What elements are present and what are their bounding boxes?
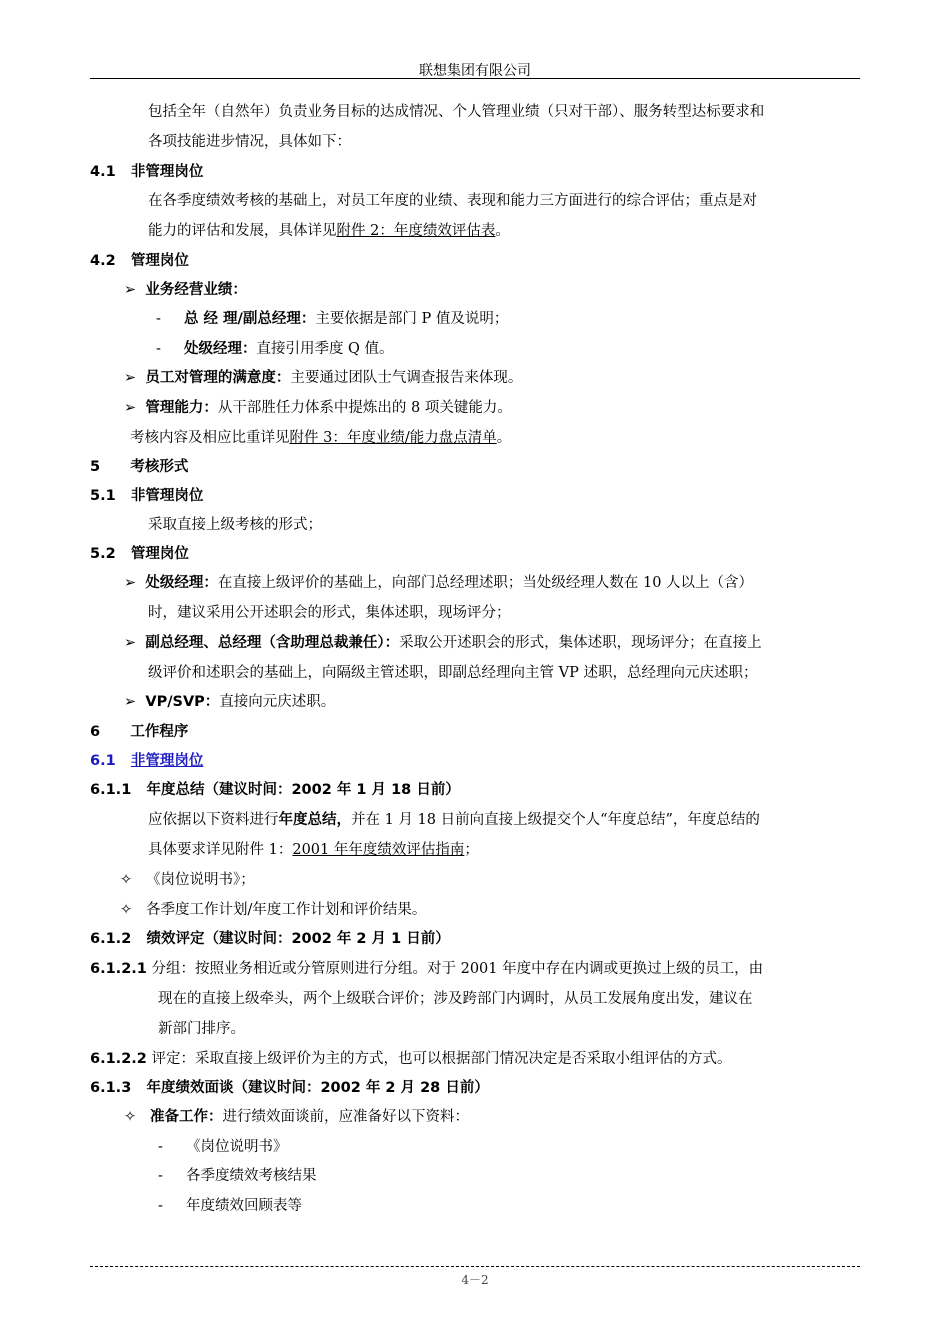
appendix-2-link: 附件 2：年度绩效评估表 [336, 223, 496, 239]
dash-text: 各季度绩效考核结果 [185, 1168, 317, 1184]
bullet-label: 管理能力： [145, 400, 218, 416]
section-number: 6 [90, 724, 101, 740]
arrow-bullet-icon: ➢ [124, 400, 137, 416]
appendix-1-link: 2001 年年度绩效评估指南 [292, 842, 465, 858]
bullet-label: 副总经理、总经理（含助理总裁兼任）： [145, 635, 400, 651]
dash-text: 《岗位说明书》 [185, 1139, 288, 1155]
section-number: 6.1.1 [90, 782, 132, 798]
section-number: 6.1.3 [90, 1080, 132, 1096]
section-number: 5.2 [90, 546, 116, 562]
text: 。 [496, 430, 512, 446]
bullet-gm [124, 633, 762, 653]
section-6 [90, 722, 188, 742]
section-number: 6.1.2 [90, 931, 132, 947]
dash-bullet-icon: - [156, 311, 161, 327]
dash-job-desc [158, 1137, 287, 1157]
bullet-business [124, 280, 247, 300]
bullet-label: VP/SVP： [145, 694, 220, 710]
section-title: 年度总结（建议时间：2002 年 1 月 18 日前） [146, 782, 460, 798]
text: ； [464, 842, 479, 858]
section-number: 6.1.2.1 [90, 961, 147, 977]
intro-line-1: 包括全年（自然年）负责业务目标的达成情况、个人管理业绩（只对干部）、服务转型达标要求和 [148, 104, 765, 120]
section-title: 年度绩效面谈（建议时间：2002 年 2 月 28 日前） [146, 1080, 489, 1096]
section-title: 非管理岗位 [130, 164, 204, 180]
section-title: 工作程序 [130, 724, 189, 740]
bullet-text: 主要通过团队士气调查报告来体现。 [290, 370, 523, 386]
bullet-label: 处级经理： [145, 575, 218, 591]
bullet-satisfaction [124, 368, 522, 388]
section-number: 4.1 [90, 164, 116, 180]
dash-bullet-icon: - [158, 1139, 163, 1155]
bullet-text: 直接向元庆述职。 [219, 694, 336, 710]
text: 评定：采取直接上级评价为主的方式，也可以根据部门情况决定是否采取小组评估的方式。 [151, 1051, 732, 1067]
arrow-bullet-icon: ➢ [124, 370, 137, 386]
section-number: 6.1.2.2 [90, 1051, 147, 1067]
arrow-bullet-icon: ➢ [124, 575, 137, 591]
section-title: 非管理岗位 [130, 753, 204, 769]
star-bullet-icon: ✧ [120, 902, 133, 918]
text: 考核内容及相应比重详见 [130, 430, 290, 446]
dash-text: 直接引用季度 Q 值。 [256, 341, 394, 357]
dash-text: 年度绩效回顾表等 [185, 1198, 302, 1214]
arrow-bullet-icon: ➢ [124, 282, 137, 298]
text: 。 [495, 223, 510, 239]
bullet-text: 采取公开述职会的形式，集体述职，现场评分；在直接上 [399, 635, 762, 651]
bold-text: 年度总结， [278, 812, 351, 828]
item-text: 各季度工作计划/年度工作计划和评价结果。 [145, 902, 427, 918]
s51-para: 采取直接上级考核的形式； [148, 517, 322, 533]
section-6-1-3 [90, 1078, 489, 1098]
section-5-1 [90, 486, 203, 506]
dash-manager [156, 339, 394, 359]
dash-quarterly [158, 1166, 316, 1186]
bullet-gm-cont: 级评价和述职会的基础上，向隔级主管述职，即副总经理向主管 VP 述职，总经理向元庆述职； [148, 665, 758, 681]
dash-annual-review [158, 1196, 302, 1216]
section-title: 考核形式 [130, 459, 189, 475]
section-title: 管理岗位 [130, 546, 189, 562]
section-6-1-2 [90, 929, 450, 949]
item-text: 进行绩效面谈前，应准备好以下资料： [222, 1109, 469, 1125]
s611-para-2 [148, 840, 479, 860]
item-label: 准备工作： [149, 1109, 223, 1125]
arrow-bullet-icon: ➢ [124, 694, 137, 710]
dash-label: 总 经 理/副总经理： [183, 311, 316, 327]
text: 具体要求详见附件 1： [148, 842, 293, 858]
s42-para [130, 428, 511, 448]
bullet-text: 在直接上级评价的基础上，向部门总经理述职；当处级经理人数在 10 人以上（含） [217, 575, 754, 591]
bullet-label: 业务经营业绩： [145, 282, 247, 298]
appendix-3-link: 附件 3：年度业绩/能力盘点清单 [289, 430, 497, 446]
bullet-section-manager [124, 573, 753, 593]
section-number: 4.2 [90, 253, 116, 269]
dash-bullet-icon: - [158, 1198, 163, 1214]
section-4-2 [90, 251, 189, 271]
text: 分组：按照业务相近或分管原则进行分组。对于 2001 年度中存在内调或更换过上级的员工，由 [151, 961, 764, 977]
text: 能力的评估和发展，具体详见 [148, 223, 337, 239]
bullet-vp [124, 692, 335, 712]
item-text: 《岗位说明书》； [145, 872, 255, 888]
item-preparation [124, 1107, 469, 1127]
item-work-plan [120, 900, 426, 920]
s6121-line-3: 新部门排序。 [158, 1021, 245, 1037]
bullet-label: 员工对管理的满意度： [145, 370, 291, 386]
bullet-text: 从干部胜任力体系中提炼出的 8 项关键能力。 [217, 400, 512, 416]
section-number: 5 [90, 459, 101, 475]
s611-para-1 [148, 810, 760, 830]
s6121-line-2: 现在的直接上级牵头，两个上级联合评价；涉及跨部门内调时，从员工发展角度出发，建议在 [158, 991, 753, 1007]
section-6-1 [90, 751, 203, 771]
dash-bullet-icon: - [156, 341, 161, 357]
section-number: 5.1 [90, 488, 116, 504]
text: 应依据以下资料进行 [148, 812, 279, 828]
page-number: 4－2 [461, 1273, 489, 1287]
section-5 [90, 457, 188, 477]
section-number: 6.1 [90, 753, 116, 769]
s41-para-2 [148, 221, 510, 241]
item-job-desc [120, 870, 255, 890]
text: 并在 1 月 18 日前向直接上级提交个人“年度总结”，年度总结的 [351, 812, 760, 828]
s41-para-1: 在各季度绩效考核的基础上，对员工年度的业绩、表现和能力三方面进行的综合评估；重点是对 [148, 193, 757, 209]
header-company: 联想集团有限公司 [419, 63, 531, 79]
section-title: 非管理岗位 [130, 488, 204, 504]
footer-rule [90, 1266, 860, 1267]
dash-text: 主要依据是部门 P 值及说明； [315, 311, 509, 327]
arrow-bullet-icon: ➢ [124, 635, 137, 651]
dash-gm [156, 309, 508, 329]
bullet-capability [124, 398, 512, 418]
section-4-1 [90, 162, 203, 182]
section-6-1-1 [90, 780, 460, 800]
section-title: 绩效评定（建议时间：2002 年 2 月 1 日前） [146, 931, 450, 947]
header-rule [90, 78, 860, 79]
dash-label: 处级经理： [183, 341, 257, 357]
star-bullet-icon: ✧ [120, 872, 133, 888]
section-5-2 [90, 544, 189, 564]
s6121-line-1 [90, 959, 763, 979]
star-bullet-icon: ✧ [124, 1109, 137, 1125]
s6122-line [90, 1049, 732, 1069]
dash-bullet-icon: - [158, 1168, 163, 1184]
bullet-section-manager-cont: 时，建议采用公开述职会的形式，集体述职，现场评分； [148, 605, 511, 621]
section-title: 管理岗位 [130, 253, 189, 269]
intro-line-2: 各项技能进步情况，具体如下： [148, 134, 351, 150]
